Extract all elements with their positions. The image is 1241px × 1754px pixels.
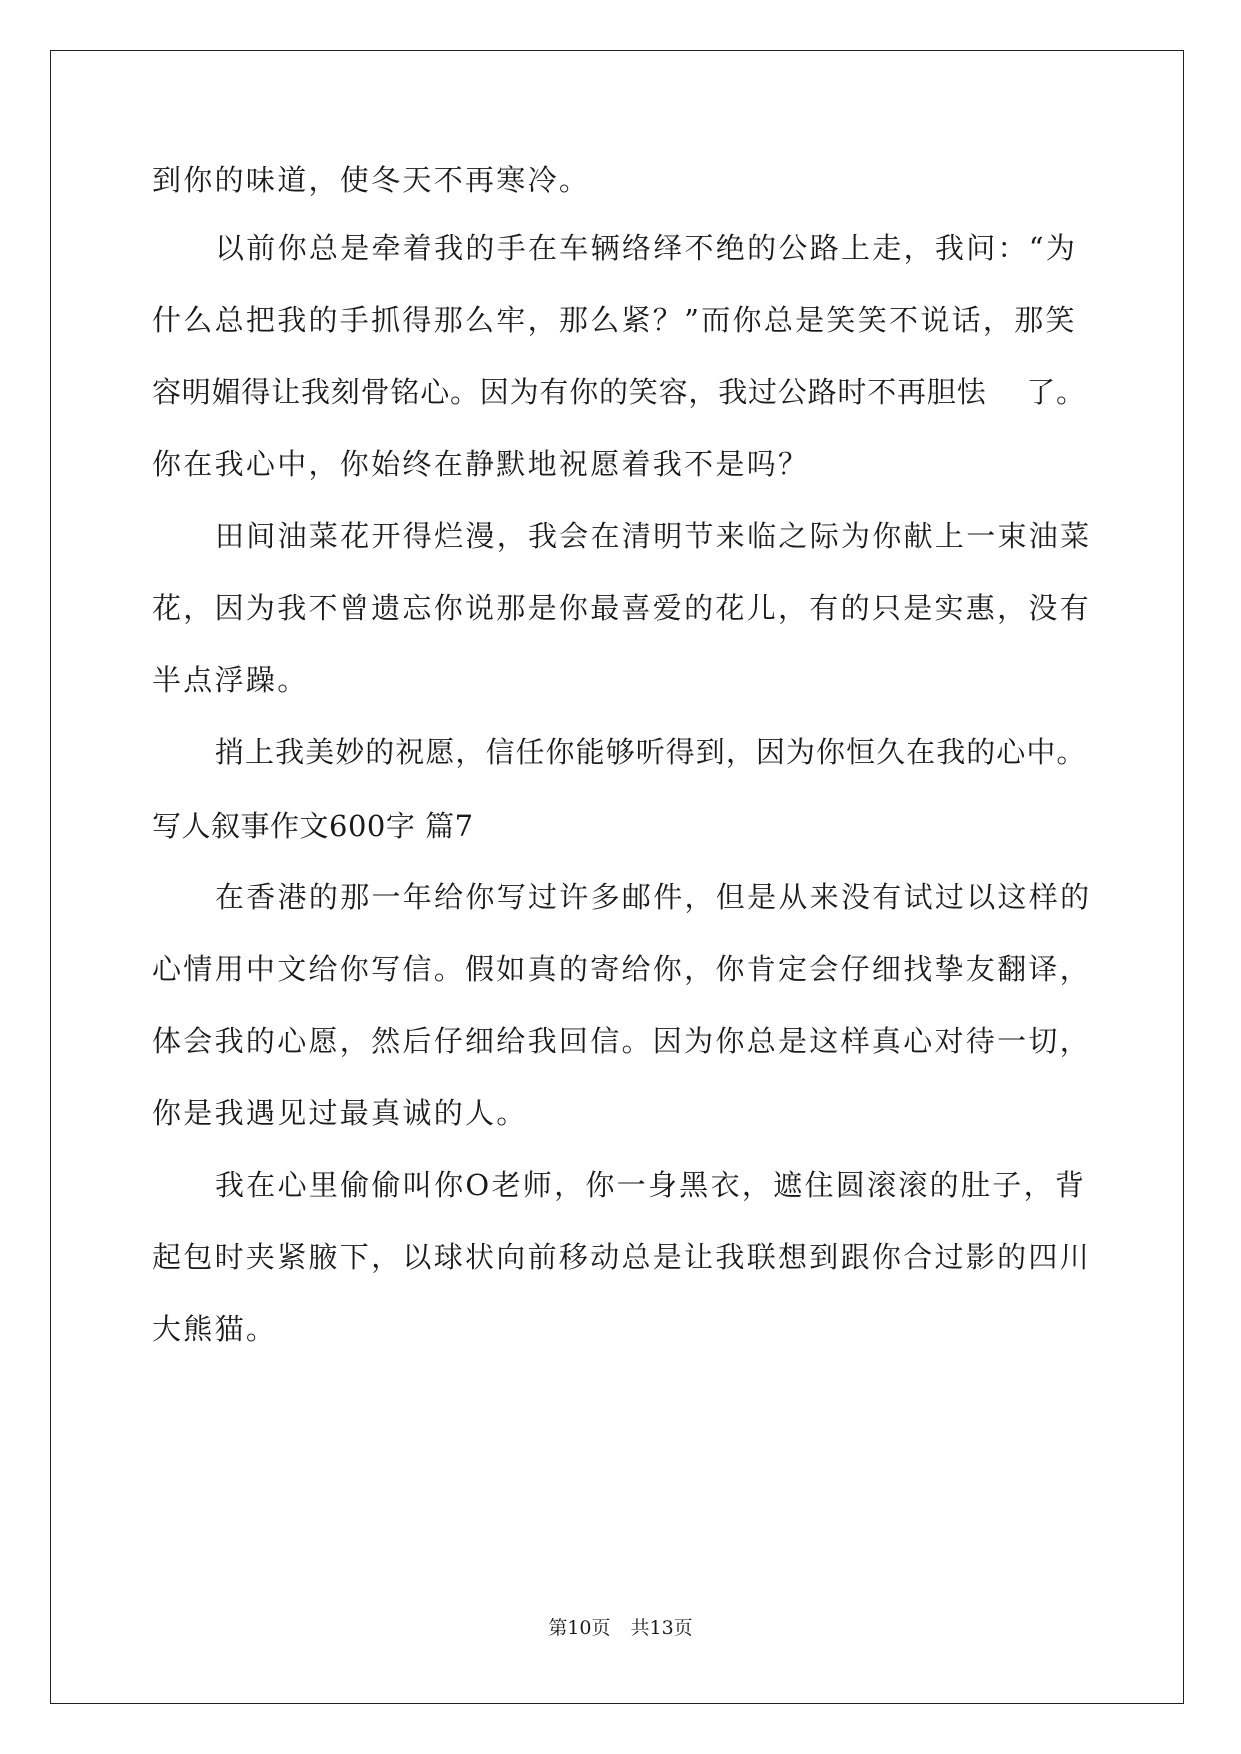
text-line: 什么总把我的手抓得那么牢，那么紧？”而你总是笑笑不说话，那笑 [152, 303, 1077, 337]
text-line: 起包时夹紧腋下，以球状向前移动总是让我联想到跟你合过影的四川 [152, 1240, 1092, 1274]
page-total: 共13页 [630, 1617, 693, 1639]
text-line: 大熊猫。 [152, 1312, 278, 1346]
text-line: 我在心里偷偷叫你O老师，你一身黑衣，遮住圆滚滚的肚子，背 [215, 1168, 1087, 1202]
text-line: 以前你总是牵着我的手在车辆络绎不绝的公路上走，我问：“为 [215, 231, 1078, 265]
text-line: 田间油菜花开得烂漫，我会在清明节来临之际为你献上一束油菜 [215, 519, 1092, 553]
text-line: 你在我心中，你始终在静默地祝愿着我不是吗？ [152, 447, 810, 481]
text-line: 你是我遇见过最真诚的人。 [152, 1096, 528, 1130]
section-heading: 写人叙事作文600字 篇7 [152, 809, 474, 843]
page-footer [0, 1615, 1241, 1641]
text-line: 花，因为我不曾遗忘你说那是你最喜爱的花儿，有的只是实惠，没有 [152, 591, 1092, 625]
page-number: 第10页 [548, 1617, 611, 1639]
text-line: 体会我的心愿，然后仔细给我回信。因为你总是这样真心对待一切， [152, 1024, 1092, 1058]
text-line: 半点浮躁。 [152, 663, 309, 697]
text-line: 到你的味道，使冬天不再寒冷。 [152, 163, 591, 197]
text-line: 心情用中文给你写信。假如真的寄给你，你肯定会仔细找挚友翻译， [152, 952, 1092, 986]
text-line: 在香港的那一年给你写过许多邮件，但是从来没有试过以这样的 [215, 880, 1092, 914]
text-line: 容明媚得让我刻骨铭心。因为有你的笑容，我过公路时不再胆怯 了。 [152, 375, 1086, 409]
text-line: 捎上我美妙的祝愿，信任你能够听得到，因为你恒久在我的心中。 [215, 735, 1087, 769]
